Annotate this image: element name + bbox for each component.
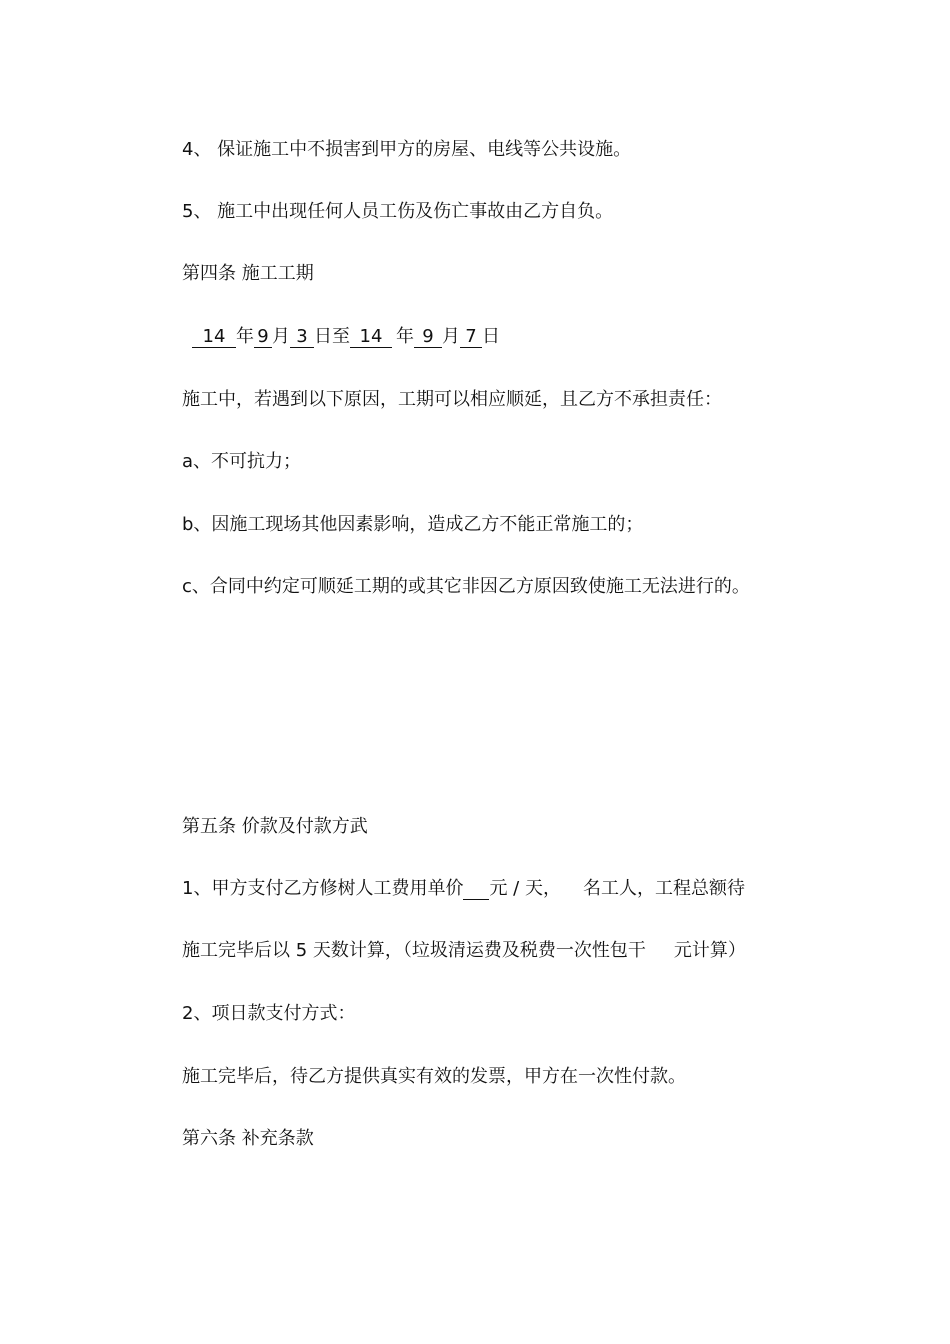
section5-item-1 [182,877,745,901]
item1-text-c: 名工人，工程总额待 [582,878,745,899]
unit-price-blank [463,879,489,900]
end-year: 14 [350,327,392,348]
day-to-label: 日至 [314,326,350,347]
end-month-label: 月 [442,326,460,347]
item1-text-a: 1、甲方支付乙方修树人工费用单价 [182,878,464,899]
end-month: 9 [414,327,442,348]
start-day: 3 [290,327,314,348]
delay-intro: 施工中，若遇到以下原因，工期可以相应顺延，且乙方不承担责任： [182,389,722,410]
start-month: 9 [254,327,272,348]
year-label: 年 [236,326,254,347]
item1-cont-text-b: 元计算） [673,940,746,961]
end-day-label: 日 [482,326,500,347]
reason-b: b、因施工现场其他因素影响，造成乙方不能正常施工的； [182,514,644,535]
section3-item-4: 4、 保证施工中不损害到甲方的房屋、电线等公共设施。 [182,139,632,160]
section5-heading: 第五条 价款及付款方武 [182,816,368,837]
section6-heading: 第六条 补充条款 [182,1128,314,1149]
reason-c: c、合同中约定可顺延工期的或其它非因乙方原因致使施工无法进行的。 [182,576,750,597]
payment-text: 施工完毕后，待乙方提供真实有效的发票，甲方在一次性付款。 [182,1066,686,1087]
start-year: 14 [192,327,236,348]
section5-item-2: 2、项日款支付方式： [182,1003,356,1024]
item1-cont-text-a: 施工完毕后以 5 天数计算，（垃圾清运费及税费一次性包干 [182,940,646,961]
item1-text-b: 元 / 天， [489,878,561,899]
section3-item-5: 5、 施工中出现任何人员工伤及伤亡事故由乙方自负。 [182,201,614,222]
end-year-label: 年 [396,326,414,347]
construction-period [192,325,500,349]
month-label: 月 [272,326,290,347]
reason-a: a、不可抗力； [182,451,302,472]
end-day: 7 [460,327,482,348]
section4-heading: 第四条 施工工期 [182,263,314,284]
section5-item-1-cont [182,939,746,963]
